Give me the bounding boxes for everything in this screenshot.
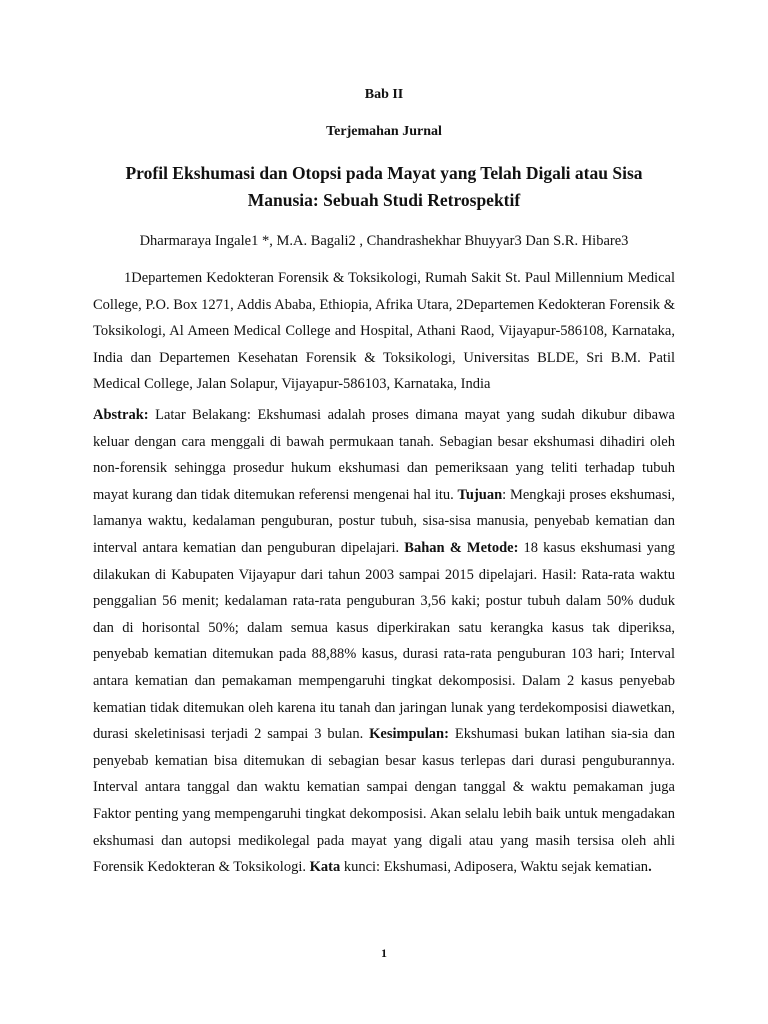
conclusion-label: Kesimpulan: — [369, 726, 449, 743]
abstract-section — [93, 402, 675, 881]
abstract-paragraph — [93, 402, 675, 881]
abstract-text-methods: 18 kasus ekshumasi yang dilakukan di Kabupaten Vijayapur dari tahun 2003 sampai 2015 dipelajari. Hasil: Rata-rata waktu penggalian 56 menit; kedalaman rata-rata penguburan 3,56 kaki; postur tubuh dalam 50% duduk dan di horisontal 50%; dalam semua kasus diperkirakan satu kerangka kasus tak diperiksa, penyebab kematian ditemukan pada 88,88% kasus, durasi rata-rata penguburan 103 hari; Interval antara kematian dan pemakaman mempengaruhi tingkat dekomposisi. Dalam 2 kasus penyebab kematian tidak ditemukan oleh karena itu tanah dan jaringan lunak yang terdekomposisi diawetkan, durasi skeletinisasi terjadi 2 sampai 3 bulan. — [93, 539, 675, 743]
chapter-heading: Bab II — [364, 87, 404, 102]
abstract-label: Abstrak: — [93, 407, 149, 423]
article-title: Profil Ekshumasi dan Otopsi pada Mayat yang Telah Digali atau Sisa Manusia: Sebuah Studi Retrospektif — [125, 163, 643, 210]
author-list: Dharmaraya Ingale1 *, M.A. Bagali2 , Chandrashekhar Bhuyyar3 Dan S.R. Hibare3 — [139, 233, 629, 249]
methods-label: Bahan & Metode: — [404, 539, 519, 556]
end-period: . — [648, 859, 652, 876]
section-subtitle: Terjemahan Jurnal — [326, 124, 442, 139]
affiliations-paragraph: 1Departemen Kedokteran Forensik & Toksikologi, Rumah Sakit St. Paul Millennium Medical College, P.O. Box 1271, Addis Ababa, Ethiopia, Afrika Utara, 2Departemen Kedokteran Forensik & Toksikologi, Al Ameen Medical College and Hospital, Athani Raod, Vijayapur-586108, Karnataka, India dan Departemen Kesehatan Forensik & Toksikologi, Universitas BLDE, Sri B.M. Patil Medical College, Jalan Solapur, Vijayapur-586103, Karnataka, India — [93, 270, 675, 392]
abstract-text-background: Latar Belakang: Ekshumasi adalah proses dimana mayat yang sudah dikubur dibawa keluar dengan cara menggali di bawah permukaan tanah. Sebagian besar ekshumasi dihadiri oleh non-forensik sehingga prosedur hukum ekshumasi dan pemeriksaan yang teliti terhadap tubuh mayat kurang dan tidak ditemukan referensi mengenai hal itu. — [93, 407, 675, 503]
keywords-label: Kata — [309, 859, 341, 876]
abstract-text-objective: : Mengkaji proses ekshumasi, lamanya waktu, kedalaman penguburan, postur tubuh, sisa-sisa manusia, penyebab kematian dan interval antara kematian dan penguburan dipelajari. — [93, 486, 675, 556]
abstract-text-conclusion: Ekshumasi bukan latihan sia-sia dan penyebab kematian bisa ditemukan di sebagian besar kasus terlepas dari durasi penguburannya. Interval antara tanggal dan waktu kematian sampai dengan tanggal & waktu pemakaman juga Faktor penting yang mempengaruhi tingkat dekomposisi. Akan selalu lebih baik untuk mengadakan ekshumasi dan autopsi medikolegal pada mayat yang digali atau yang masih tersisa oleh ahli Forensik Kedokteran & Toksikologi. — [93, 726, 675, 876]
page-number: 1 — [381, 946, 387, 960]
tujuan-label: Tujuan — [457, 486, 503, 503]
abstract-text-keywords: kunci: Ekshumasi, Adiposera, Waktu sejak kematian — [340, 859, 649, 876]
